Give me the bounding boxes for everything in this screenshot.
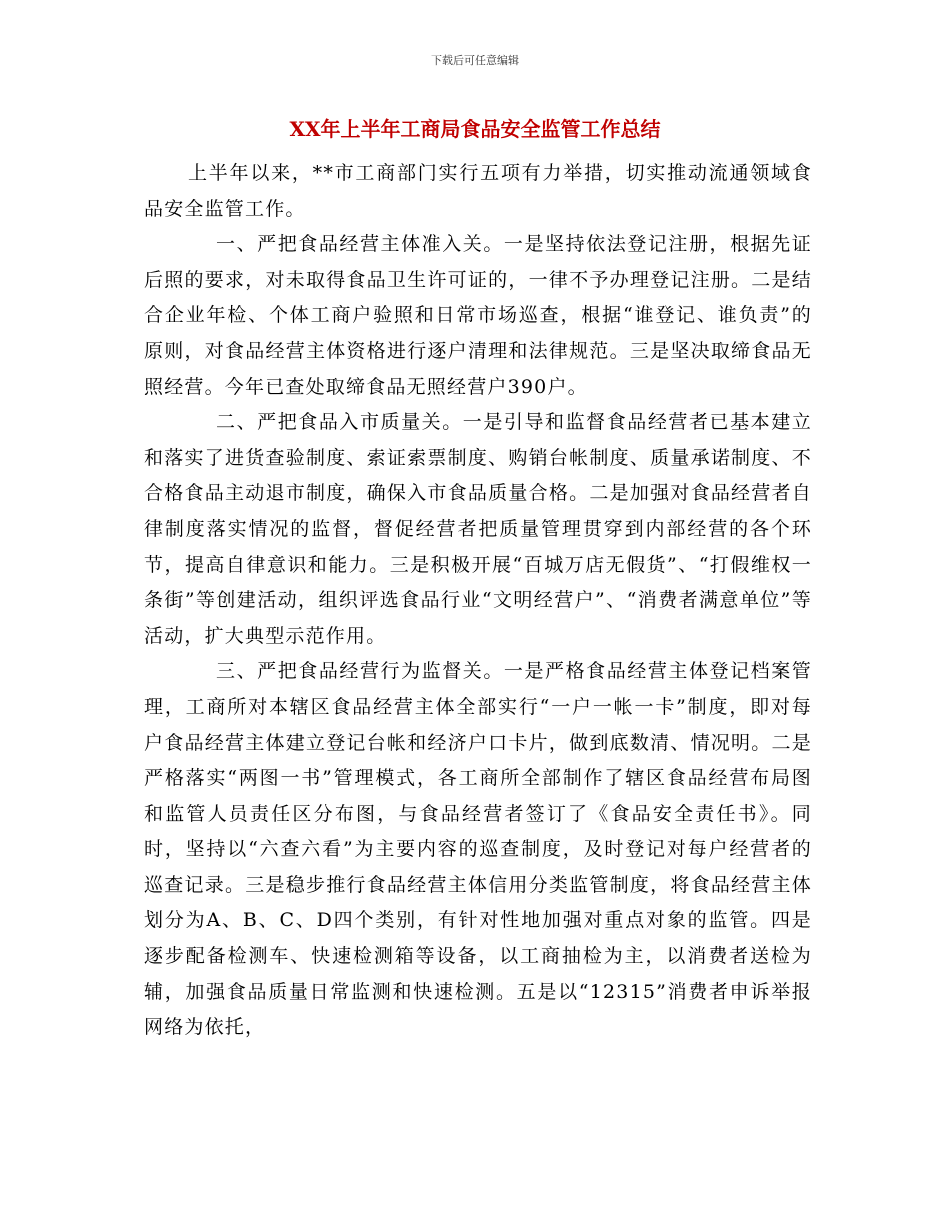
section-3-paragraph: 三、严把食品经营行为监督关。一是严格食品经营主体登记档案管理，工商所对本辖区食品经营主体全部实行“一户一帐一卡”制度，即对每户食品经营主体建立登记台帐和经济户口卡片，做到底数清、情况明。二是严格落实“两图一书”管理模式，各工商所全部制作了辖区食品经营布局图和监管人员责任区分布图，与食品经营者签订了《食品安全责任书》。同时，坚持以“六查六看”为主要内容的巡查制度，及时登记对每户经营者的巡查记录。三是稳步推行食品经营主体信用分类监管制度，将食品经营主体划分为A、B、C、D四个类别，有针对性地加强对重点对象的监管。四是逐步配备检测车、快速检测箱等设备，以工商抽检为主，以消费者送检为辅，加强食品质量日常监测和快速检测。五是以“12315”消费者申诉举报网络为依托， [144, 660, 812, 1039]
section-1-paragraph: 一、严把食品经营主体准入关。一是坚持依法登记注册，根据先证后照的要求，对未取得食品卫生许可证的，一律不予办理登记注册。二是结合企业年检、个体工商户验照和日常市场巡查，根据“谁登记、谁负责”的原则，对食品经营主体资格进行逐户清理和法律规范。三是坚决取缔食品无照经营。今年已查处取缔食品无照经营户390户。 [144, 233, 812, 398]
document-body [144, 156, 812, 1046]
header-note: 下载后可任意编辑 [431, 54, 519, 67]
intro-paragraph: 上半年以来，**市工商部门实行五项有力举措，切实推动流通领域食品安全监管工作。 [144, 162, 812, 220]
document-title: XX年上半年工商局食品安全监管工作总结 [289, 117, 661, 141]
section-2-paragraph: 二、严把食品入市质量关。一是引导和监督食品经营者已基本建立和落实了进货查验制度、索证索票制度、购销台帐制度、质量承诺制度、不合格食品主动退市制度，确保入市食品质量合格。二是加强对食品经营者自律制度落实情况的监督，督促经营者把质量管理贯穿到内部经营的各个环节，提高自律意识和能力。三是积极开展“百城万店无假货”、“打假维权一条街”等创建活动，组织评选食品行业“文明经营户”、“消费者满意单位”等活动，扩大典型示范作用。 [144, 411, 812, 647]
